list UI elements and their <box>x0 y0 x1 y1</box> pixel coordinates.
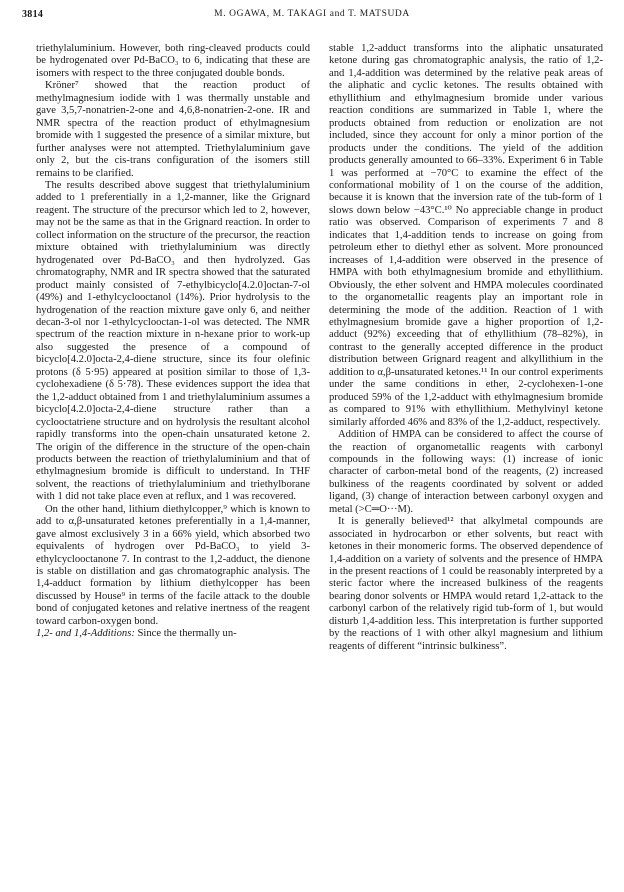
paragraph: It is generally believed¹² that alkylmetal compounds are associated in hydrocarbon or ether solvents, but react with ketones in their monomeric forms. The observed dependence of 1,4-addition on a variety of solvents and the presence of HMPA in the present reactions of 1 could be reasonably interpreted by a steric factor where the increased bulkiness of the reagents bearing donor solvents or HMPA would retard 1,2-attack to the carbonyl carbon of the relatively rigid tub-form of 1, but would disturb 1,4-addition less. This interpretation is further supported by the reactions of 1 with other alkyl magnesium and lithium reagents of different “intrinsic bulkiness”. <box>329 516 603 652</box>
running-title-authors: M. OGAWA, M. TAKAGI and T. MATSUDA <box>214 9 410 19</box>
paragraph: Addition of HMPA can be considered to affect the course of the reaction of organometallic reagents with carbonyl compounds in the following ways: (1) increase of ionic character of carbon-metal bond of the reagents, (2) increased bulkiness of the reagents coordinated by solvent or added ligand, (3) change of interaction between carbonyl oxygen and metal (>C═O···M). <box>329 429 603 515</box>
running-header <box>22 9 602 25</box>
page-number: 3814 <box>22 9 44 20</box>
paragraph: triethylaluminium. However, both ring-cleaved products could be hydrogenated over Pd-BaCO₃ to 6, indicating that these are isomers with respect to the three conjugated double bonds. <box>36 43 310 79</box>
section-heading: 1,2- and 1,4-Additions: <box>36 628 135 640</box>
paragraph: The results described above suggest that triethylaluminium added to 1 preferentially in a 1,2-manner, like the Grignard reagent. The structure of the precursor which led to 2, however, may not be the same as that in the Grignard reaction. In order to collect information on the structure of the precursor, the reaction mixture obtained with triethylaluminium was directly hydrogenated over Pd-BaCO₃ and then hydrolyzed. Gas chromatography, NMR and IR spectra showed that the saturated product mainly consisted of 7-ethylbicyclo[4.2.0]octan-7-ol (49%) and 1-ethylcyclooctanol (14%). Prior hydrolysis to the hydrogenation of the reaction mixture gave only 6, and neither decan-3-ol nor 1-ethylcyclooctan-1-ol was detected. The NMR spectrum of the reaction mixture in n-hexane prior to work-up also suggested the presence of a compound of bicyclo[4.2.0]octa-2,4-diene structure, since its four olefinic protons (δ 5·95) appeared at position similar to those of 1,3-cyclohexadiene (δ 5·78). These evidences support the idea that the 1,2-adduct obtained from 1 and triethylaluminium assumes a bicyclo[4.2.0]octa-2,4-diene structure rather than a cyclooctatriene structure and on hydrolysis the resultant alcohol rapidly transforms into the open-chain unsaturated ketone 2. The origin of the difference in the structure of the open-chain products between the reaction of triethylaluminium and that of ethylmagnesium bromide is difficult to understand. In THF solvent, the reactions of triethylaluminium and triethylborane with 1 did not take place even at reflux, and 1 was recovered. <box>36 179 310 503</box>
section-paragraph <box>36 628 310 640</box>
left-column <box>36 43 310 641</box>
section-text: Since the thermally un- <box>134 628 237 640</box>
paragraph: stable 1,2-adduct transforms into the aliphatic unsaturated ketone during gas chromatographic analysis, the ratio of 1,2- and 1,4-addition was determined by the relative peak areas of the aliphatic and cyclic ketones. The results obtained with ethyllithium and ethylmagnesium bromide under various reaction conditions are summarized in Table 1, where the products obtained from reduction or enolization are not included, since they account for only a minor portion of the products under the conditions. The yield of the addition products generally amounted to 66–33%. Experiment 6 in Table 1 was performed at −70°C to examine the effect of the conformational mobility of 1 on the course of the addition, because it is known that the inversion rate of the tub-form of 1 slows down below −43°C.¹⁰ No appreciable change in product ratio was observed. Comparison of experiments 7 and 8 indicates that 1,4-addition tends to increase on going from petroleum ether to diethyl ether as solvent. More pronounced increases of 1,4-addition were observed in the presence of HMPA with both ethylmagnesium bromide and ethyllithium. Obviously, the ether solvent and HMPA molecules coordinated to the organometallic reagents play an important role in determining the mode of the addition. Reaction of 1 with ethylmagnesium bromide gave a higher proportion of 1,2-adduct (92%) exceeding that of ethyllithium (78–82%), in contrast to the generally accepted difference in the product distribution between Grignard reagent and alkyllithium in the addition to α,β-unsaturated ketones.¹¹ In our control experiments under the same conditions in ether, 2-cyclohexen-1-one produced 59% of the 1,2-adduct with ethylmagnesium bromide as compared to 91% with ethyllithium. Methylvinyl ketone similarly afforded 46% and 83% of the 1,2-adduct, respectively. <box>329 43 603 428</box>
paragraph: On the other hand, lithium diethylcopper,⁹ which is known to add to α,β-unsaturated ketones preferentially in a 1,4-manner, gave almost exclusively 3 in a 66% yield, which absorbed two equivalents of hydrogen over Pd-BaCO₃ to yield 3-ethylcyclooctanone 7. In contrast to the 1,2-adduct, the dienone is stable on distillation and gas chromatographic analysis. The 1,4-adduct formation by lithium diethylcopper has been discussed by House⁹ in terms of the facile attack to the double bond of conjugated ketones and relative inertness of the reagent toward carbon-oxygen bond. <box>36 503 310 627</box>
paragraph: Kröner⁷ showed that the reaction product of methylmagnesium iodide with 1 was thermally unstable and gave 3,5,7-nonatrien-2-one and 4,6,8-nonatrien-2-one. IR and NMR spectra of the reaction product of ethylmagnesium bromide with 1 suggested the presence of a similar mixture, but further analyses were not attempted. Triethylaluminium gave only 2, but the cis-trans configuration of the isomers still remains to be clarified. <box>36 80 310 179</box>
right-column <box>329 43 603 653</box>
